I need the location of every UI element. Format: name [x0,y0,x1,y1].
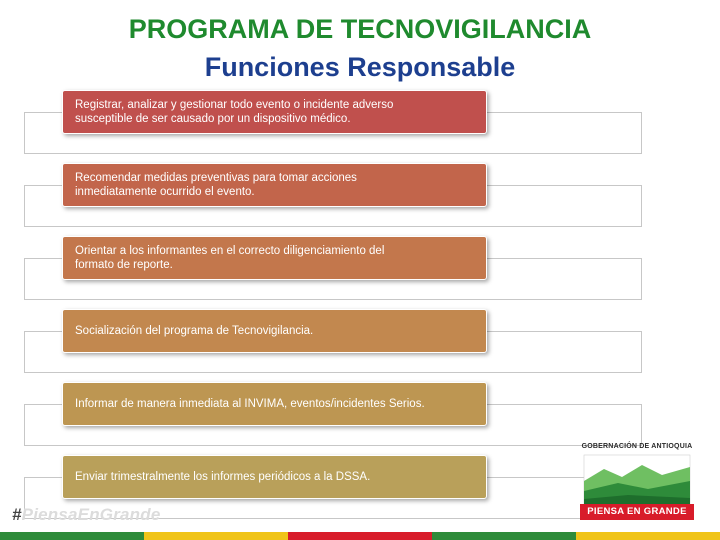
hashtag-text: PiensaEnGrande [21,505,161,524]
color-bar-segment [432,532,576,540]
color-bar-segment [144,532,288,540]
function-item-line2: susceptible de ser causado por un dispositivo médico. [75,113,351,125]
function-item [62,163,487,207]
function-item-line1: Enviar trimestralmente los informes periódicos a la DSSA. [75,471,371,483]
function-item-line1: Orientar a los informantes en el correcto diligenciamiento del [75,245,385,257]
function-item-line2: inmediatamente ocurrido el evento. [75,186,255,198]
color-bar-segment [288,532,432,540]
page-subtitle: Funciones Responsable [204,52,516,82]
hashtag: #PiensaEnGrande [12,505,161,524]
function-item-line1: Recomendar medidas preventivas para tomar acciones [75,172,357,184]
flag-mountain-icon [578,451,696,511]
function-item-line1: Informar de manera inmediata al INVIMA, eventos/incidentes Serios. [75,398,425,410]
function-item-line2: formato de reporte. [75,259,173,271]
function-item-line1: Socialización del programa de Tecnovigilancia. [75,325,314,337]
function-item-line1: Registrar, analizar y gestionar todo evento o incidente adverso [75,99,394,111]
page-title: PROGRAMA DE TECNOVIGILANCIA [128,14,592,44]
function-item [62,309,487,353]
gobernacion-antioquia-logo [578,443,696,523]
function-item [62,236,487,280]
function-item [62,90,487,134]
color-bar-segment [576,532,720,540]
color-bar-segment [0,532,144,540]
logo-banner: PIENSA EN GRANDE [580,504,694,520]
bottom-color-bar [0,532,720,540]
logo-name: GOBERNACIÓN DE ANTIOQUIA [581,443,693,450]
function-item [62,382,487,426]
function-item [62,455,487,499]
